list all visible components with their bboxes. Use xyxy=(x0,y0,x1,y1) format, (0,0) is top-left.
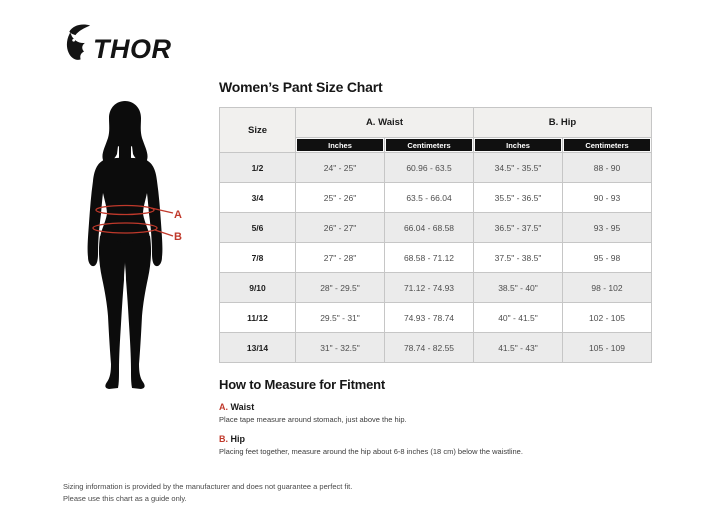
waist-cm-cell: 66.04 - 68.58 xyxy=(385,213,474,243)
sizing-disclaimer xyxy=(63,481,352,504)
waist-cm-cell: 78.74 - 82.55 xyxy=(385,333,474,363)
measure-heading: How to Measure for Fitment xyxy=(219,377,385,392)
waist-inches-cell: 26" - 27" xyxy=(296,213,385,243)
measure-item-waist-title xyxy=(219,402,689,412)
page-title: Women’s Pant Size Chart xyxy=(219,79,383,95)
size-cell: 5/6 xyxy=(220,213,296,243)
hip-inches-cell: 34.5" - 35.5" xyxy=(474,153,563,183)
table-row xyxy=(220,183,652,213)
waist-inches-cell: 24" - 25" xyxy=(296,153,385,183)
waist-inches-cell: 27" - 28" xyxy=(296,243,385,273)
col-header-hip: B. Hip xyxy=(474,108,652,138)
how-to-measure-section xyxy=(219,377,689,456)
hip-cm-cell: 95 - 98 xyxy=(563,243,652,273)
waist-cm-cell: 68.58 - 71.12 xyxy=(385,243,474,273)
size-cell: 13/14 xyxy=(220,333,296,363)
thor-goat-icon xyxy=(65,23,91,61)
measure-letter-a: A. xyxy=(219,402,228,412)
disclaimer-line-1: Sizing information is provided by the manufacturer and does not guarantee a perfect fit. xyxy=(63,482,353,491)
hip-inches-cell: 38.5" - 40" xyxy=(474,273,563,303)
hip-cm-cell: 102 - 105 xyxy=(563,303,652,333)
waist-cm-cell: 71.12 - 74.93 xyxy=(385,273,474,303)
waist-inches-cell: 31" - 32.5" xyxy=(296,333,385,363)
hip-label-b: B xyxy=(174,231,182,243)
table-row xyxy=(220,273,652,303)
col-header-waist: A. Waist xyxy=(296,108,474,138)
thor-logo xyxy=(65,23,172,64)
size-chart-table xyxy=(219,107,652,363)
hip-inches-cell: 36.5" - 37.5" xyxy=(474,213,563,243)
silhouette-right-leg xyxy=(125,236,151,389)
waist-label-a: A xyxy=(174,209,182,221)
silhouette-torso xyxy=(100,158,150,248)
size-cell: 9/10 xyxy=(220,273,296,303)
table-row xyxy=(220,333,652,363)
waist-inches-cell: 28" - 29.5" xyxy=(296,273,385,303)
measure-letter-b: B. xyxy=(219,434,228,444)
hip-cm-cell: 98 - 102 xyxy=(563,273,652,303)
hip-cm-cell: 90 - 93 xyxy=(563,183,652,213)
measure-name-hip: Hip xyxy=(230,434,246,444)
hip-inches-cell: 37.5" - 38.5" xyxy=(474,243,563,273)
hip-inches-cell: 40" - 41.5" xyxy=(474,303,563,333)
size-cell: 7/8 xyxy=(220,243,296,273)
size-cell: 1/2 xyxy=(220,153,296,183)
subcol-hip-centimeters: Centimeters xyxy=(563,138,652,153)
waist-inches-cell: 29.5" - 31" xyxy=(296,303,385,333)
silhouette-left-leg xyxy=(99,236,125,389)
hip-cm-cell: 105 - 109 xyxy=(563,333,652,363)
subcol-waist-inches: Inches xyxy=(296,138,385,153)
measure-name-waist: Waist xyxy=(230,402,255,412)
subcol-waist-centimeters: Centimeters xyxy=(385,138,474,153)
hip-cm-cell: 88 - 90 xyxy=(563,153,652,183)
hip-inches-cell: 35.5" - 36.5" xyxy=(474,183,563,213)
size-cell: 3/4 xyxy=(220,183,296,213)
waist-cm-cell: 63.5 - 66.04 xyxy=(385,183,474,213)
subcol-hip-inches: Inches xyxy=(474,138,563,153)
woman-silhouette-figure xyxy=(83,98,198,395)
measure-desc-hip: Placing feet together, measure around the hip about 6-8 inches (18 cm) below the waistline. xyxy=(219,447,523,456)
table-row xyxy=(220,213,652,243)
col-header-size: Size xyxy=(220,108,296,153)
measure-item-hip-title xyxy=(219,434,689,444)
hip-cm-cell: 93 - 95 xyxy=(563,213,652,243)
table-row xyxy=(220,303,652,333)
thor-wordmark: THOR xyxy=(93,33,172,64)
disclaimer-line-2: Please use this chart as a guide only. xyxy=(63,493,187,503)
table-row xyxy=(220,243,652,273)
hip-inches-cell: 41.5" - 43" xyxy=(474,333,563,363)
table-row xyxy=(220,153,652,183)
measure-desc-waist: Place tape measure around stomach, just above the hip. xyxy=(219,415,407,424)
size-cell: 11/12 xyxy=(220,303,296,333)
waist-cm-cell: 60.96 - 63.5 xyxy=(385,153,474,183)
waist-inches-cell: 25" - 26" xyxy=(296,183,385,213)
waist-cm-cell: 74.93 - 78.74 xyxy=(385,303,474,333)
